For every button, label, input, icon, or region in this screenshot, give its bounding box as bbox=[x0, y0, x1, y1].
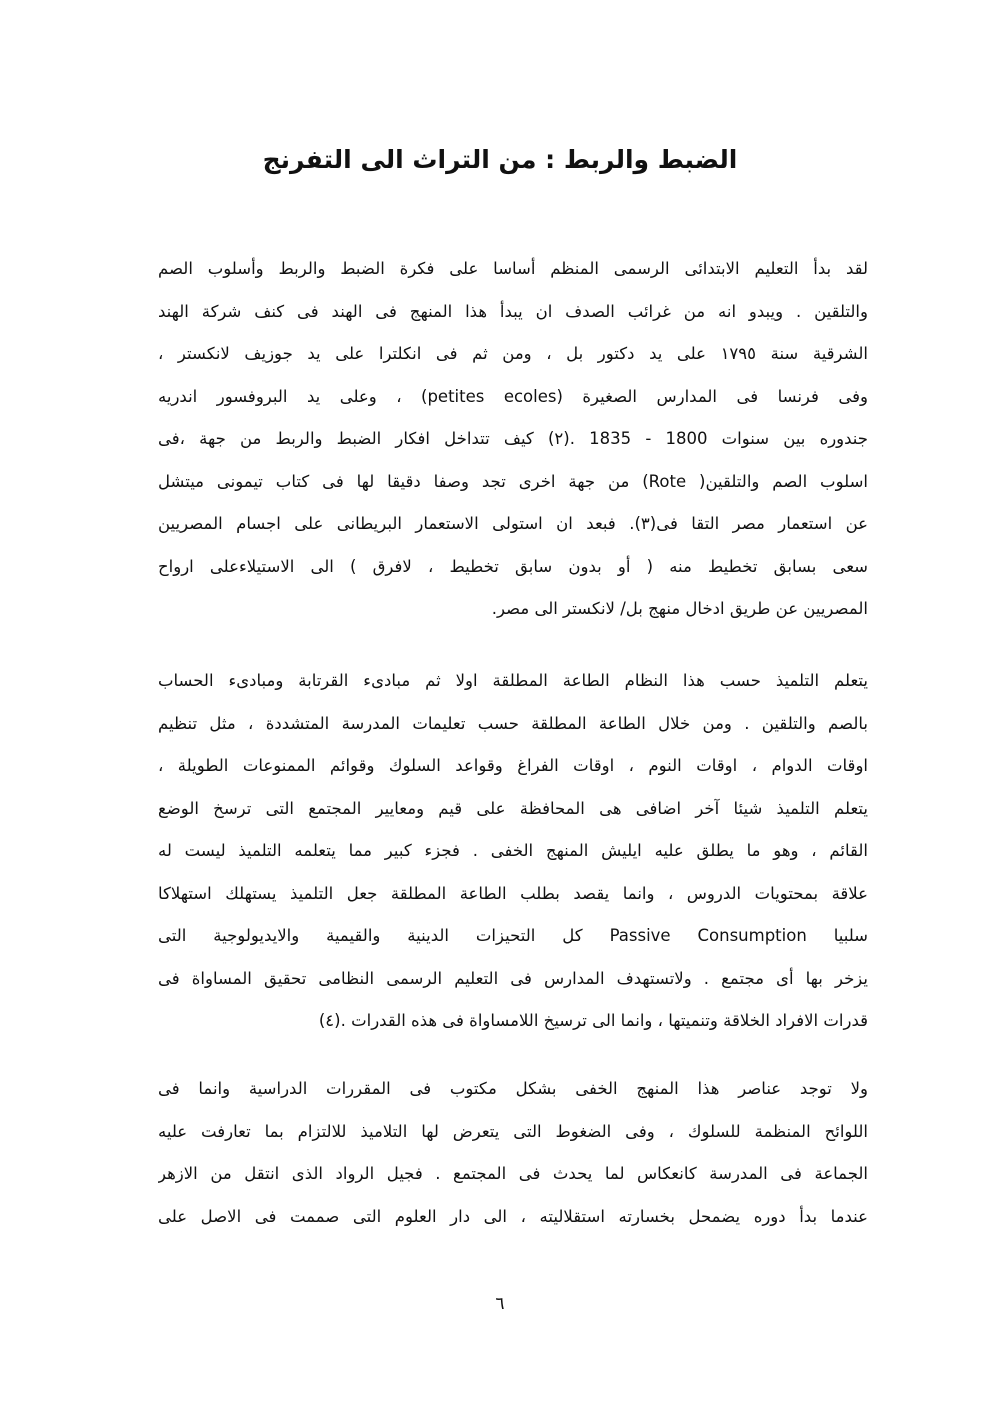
paragraph-line: يتعلم التلميذ شيئا آخر اضافى هى المحافظة على قيم ومعايير المجتمع التى ترسخ الوضع bbox=[158, 798, 868, 818]
paragraph-line: المصريين عن طريق ادخال منهج بل/ لانكستر الى مصر. bbox=[491, 599, 868, 618]
paragraph-line: قدرات الافراد الخلاقة وتنميتها ، وانما الى ترسيخ اللامساواة فى هذه القدرات .(٤) bbox=[318, 1011, 868, 1030]
paragraph-line: اسلوب الصم والتلقين( Rote) من جهة اخرى تجد وصفا دقيقا لها فى كتاب تيمونى ميتشل bbox=[158, 471, 868, 491]
paragraph-line: علاقة بمحتويات الدروس ، وانما يقصد بطلب الطاعة المطلقة جعل التلميذ يستهلك استهلاكا bbox=[158, 883, 868, 903]
paragraph-2 bbox=[158, 660, 868, 1043]
paragraph-line: القائم ، وهو ما يطلق عليه ايليش المنهج الخفى . فجزء كبير مما يتعلمه التلميذ ليست له bbox=[158, 841, 868, 860]
paragraph-line: اللوائح المنظمة للسلوك ، وفى الضغوط التى يتعرض لها التلاميذ للالتزام بما تعارفت عليه bbox=[158, 1121, 868, 1141]
page-number: ٦ bbox=[495, 1294, 505, 1314]
paragraph-line: وفى فرنسا فى المدارس الصغيرة (petites ecoles) ، وعلى يد البروفسور اندريه bbox=[158, 386, 868, 406]
paragraph-line: بالصم والتلقين . ومن خلال الطاعة المطلقة حسب تعليمات المدرسة المتشددة ، مثل تنظيم bbox=[158, 713, 868, 733]
paragraph-line: اوقات الدوام ، اوقات النوم ، اوقات الفراغ وقواعد السلوك وقوائم الممنوعات الطويلة ، bbox=[158, 756, 868, 775]
paragraph-line: سلبيا Passive Consumption كل التحيزات الدينية والقيمية والايديولوجية التى bbox=[158, 926, 868, 945]
paragraph-line: لقد بدأ التعليم الابتدائى الرسمى المنظم أساسا على فكرة الضبط والربط وأسلوب الصم bbox=[158, 259, 868, 278]
paragraph-line: ولا توجد عناصر هذا المنهج الخفى بشكل مكتوب فى المقررات الدراسية وانما فى bbox=[158, 1079, 868, 1098]
paragraph-line: سعى بسابق تخطيط منه ( أو بدون سابق تخطيط ، لافرق ) الى الاستيلاءعلى ارواح bbox=[158, 556, 868, 576]
paragraph-line: الجماعة فى المدرسة كانعكاس لما يحدث فى المجتمع . فجيل الرواد الذى انتقل من الازهر bbox=[158, 1164, 868, 1183]
paragraph-line: عندما بدأ دوره يضمحل بخسارته استقلاليته ، الى دار العلوم التى صممت فى الاصل على bbox=[158, 1206, 868, 1226]
paragraph-line: عن استعمار مصر التقا فى(٣). فبعد ان استولى الاستعمار البريطانى على اجسام المصريين bbox=[158, 514, 868, 533]
paragraph-line: الشرقية سنة ١٧٩٥ على يد دكتور بل ، ومن ثم فى انكلترا على يد جوزيف لانكستر ، bbox=[158, 344, 868, 363]
paragraph-line: يتعلم التلميذ حسب هذا النظام الطاعة المطلقة اولا ثم مبادىء القرتابة ومبادىء الحساب bbox=[158, 671, 868, 690]
paragraph-line: والتلقين . ويبدو انه من غرائب الصدف ان يبدأ هذا المنهج فى الهند فى كنف شركة الهند bbox=[158, 301, 868, 321]
paragraph-line: يزخر بها أى مجتمع . ولاتستهدف المدارس فى التعليم الرسمى النظامى تحقيق المساواة فى bbox=[158, 968, 868, 988]
paragraph-3 bbox=[158, 1068, 868, 1238]
paragraph-line: جندوره بين سنوات 1800 - 1835 .(٢) كيف تتداخل افكار الضبط والربط من جهة ،فى bbox=[158, 429, 868, 448]
paragraph-1 bbox=[158, 248, 868, 631]
page-title: الضبط والربط : من التراث الى التفرنج bbox=[262, 145, 738, 174]
